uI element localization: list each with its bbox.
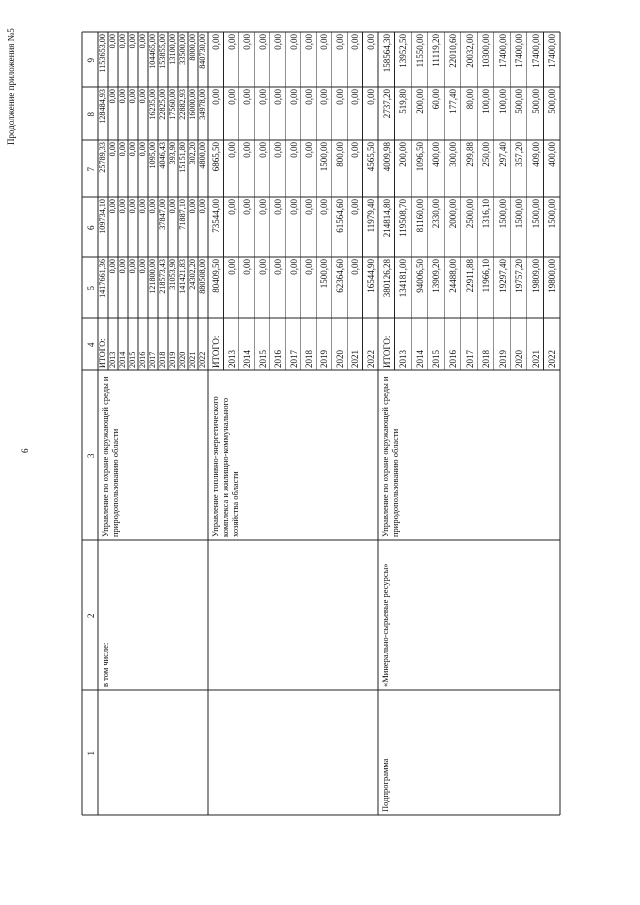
amount-cell: 8000,00 [187, 34, 197, 61]
subprogram-label: Подпрограмма [380, 758, 390, 812]
amount-cell: 20032,00 [464, 34, 475, 68]
amount-cell: 393,90 [167, 142, 177, 165]
amount-cell: 177,40 [447, 89, 458, 114]
year-cell: 2020 [334, 350, 345, 368]
amount-cell: 2737,20 [381, 89, 392, 119]
amount-cell: 0,00 [226, 142, 237, 158]
amount-cell: 0,00 [350, 89, 361, 105]
amount-cell: 0,00 [303, 142, 314, 158]
continuation-note: Продолжение приложения №5 [6, 28, 16, 145]
amount-cell: 0,00 [303, 34, 314, 50]
amount-cell: 0,00 [226, 89, 237, 105]
amount-cell: 0,00 [137, 259, 147, 274]
amount-cell: 0,00 [137, 199, 147, 214]
amount-cell: 4800,00 [197, 142, 207, 169]
amount-cell: 94006,50 [414, 259, 425, 293]
amount-cell: 17400,00 [547, 34, 558, 68]
year-cell: 2019 [319, 350, 330, 368]
amount-cell: 60,00 [431, 89, 442, 110]
year-cell: 2014 [414, 350, 425, 368]
column-number: 1 [86, 751, 96, 756]
year-cell: ИТОГО: [211, 335, 222, 368]
amount-cell: 80409,50 [211, 259, 222, 293]
amount-cell: 17400,00 [497, 34, 508, 68]
year-cell: 2022 [197, 351, 207, 368]
year-cell: 2017 [464, 350, 475, 368]
amount-cell: 1316,10 [481, 199, 492, 229]
amount-cell: 0,00 [350, 142, 361, 158]
amount-cell: 1096,50 [414, 142, 425, 172]
amount-cell: 6865,50 [211, 142, 222, 172]
amount-cell: 380126,28 [381, 259, 392, 298]
year-cell: 2021 [187, 351, 197, 368]
amount-cell: 0,00 [257, 34, 268, 50]
column-number: 7 [86, 167, 96, 172]
amount-cell: 19809,00 [530, 259, 541, 293]
column-number: 9 [86, 58, 96, 63]
amount-cell: 0,00 [117, 142, 127, 157]
amount-cell: 0,00 [107, 34, 117, 49]
row-label: в том числе: [100, 642, 110, 687]
amount-cell: 10300,00 [481, 34, 492, 68]
year-cell: 2016 [137, 351, 147, 368]
amount-cell: 250,00 [481, 142, 492, 167]
amount-cell: 62364,60 [334, 259, 345, 293]
amount-cell: 214814,80 [381, 199, 392, 238]
amount-cell: 0,00 [117, 89, 127, 104]
amount-cell: 200,00 [398, 142, 409, 167]
year-cell: 2016 [447, 350, 458, 368]
amount-cell: 2000,00 [447, 199, 458, 229]
amount-cell: 0,00 [226, 199, 237, 215]
amount-cell: 0,00 [273, 259, 284, 275]
year-cell: ИТОГО: [97, 338, 107, 368]
column-number: 6 [86, 225, 96, 230]
column-number: 5 [86, 286, 96, 291]
amount-cell: 4046,43 [157, 142, 167, 169]
column-number: 2 [86, 613, 96, 618]
amount-cell: 0,00 [117, 259, 127, 274]
amount-cell: 1500,00 [319, 142, 330, 172]
amount-cell: 24302,20 [187, 259, 197, 290]
amount-cell: 4565,50 [365, 142, 376, 172]
year-cell: 2022 [365, 350, 376, 368]
amount-cell: 153855,00 [157, 34, 167, 69]
amount-cell: 0,00 [273, 89, 284, 105]
year-cell: 2013 [107, 351, 117, 368]
amount-cell: 22911,88 [464, 259, 475, 293]
amount-cell: 100,00 [497, 89, 508, 114]
amount-cell: 17400,00 [530, 34, 541, 68]
amount-cell: 0,00 [127, 259, 137, 274]
amount-cell: 17560,00 [167, 89, 177, 120]
amount-cell: 0,00 [334, 34, 345, 50]
year-cell: 2016 [273, 350, 284, 368]
amount-cell: 1153653,00 [97, 34, 107, 73]
amount-cell: 0,00 [288, 34, 299, 50]
amount-cell: 31053,90 [167, 259, 177, 290]
amount-cell: 0,00 [197, 199, 207, 214]
amount-cell: 109734,10 [97, 199, 107, 234]
organization-name: Управление топливно-энергетического комплекса и жилищно-коммунального хозяйства области [210, 396, 240, 537]
year-cell: 2013 [226, 350, 237, 368]
amount-cell: 500,00 [530, 89, 541, 114]
amount-cell: 71887,10 [177, 199, 187, 230]
amount-cell: 0,00 [137, 142, 147, 157]
column-number: 4 [86, 342, 96, 347]
amount-cell: 297,40 [497, 142, 508, 167]
amount-cell: 22010,60 [447, 34, 458, 68]
amount-cell: 13909,20 [431, 259, 442, 293]
amount-cell: 0,00 [127, 34, 137, 49]
amount-cell: 73544,00 [211, 199, 222, 233]
amount-cell: 100,00 [481, 89, 492, 114]
amount-cell: 0,00 [127, 89, 137, 104]
amount-cell: 13100,00 [167, 34, 177, 65]
amount-cell: 1095,00 [147, 142, 157, 169]
year-cell: 2019 [167, 351, 177, 368]
amount-cell: 0,00 [107, 259, 117, 274]
amount-cell: 119508,70 [398, 199, 409, 237]
amount-cell: 104465,00 [147, 34, 157, 69]
amount-cell: 0,00 [137, 34, 147, 49]
page-number: 6 [20, 448, 30, 453]
amount-cell: 0,00 [319, 199, 330, 215]
year-cell: 2014 [117, 351, 127, 368]
amount-cell: 0,00 [117, 199, 127, 214]
amount-cell: 17400,00 [514, 34, 525, 68]
year-cell: 2018 [481, 350, 492, 368]
amount-cell: 300,00 [447, 142, 458, 167]
amount-cell: 2500,00 [464, 199, 475, 229]
amount-cell: 37847,00 [157, 199, 167, 230]
amount-cell: 880508,00 [197, 259, 207, 294]
amount-cell: 0,00 [211, 89, 222, 105]
amount-cell: 0,00 [242, 142, 253, 158]
amount-cell: 0,00 [147, 199, 157, 214]
amount-cell: 13952,50 [398, 34, 409, 68]
amount-cell: 0,00 [319, 34, 330, 50]
amount-cell: 0,00 [350, 199, 361, 215]
amount-cell: 0,00 [117, 34, 127, 49]
amount-cell: 0,00 [273, 199, 284, 215]
amount-cell: 19757,20 [514, 259, 525, 293]
year-cell: ИТОГО: [381, 335, 392, 368]
amount-cell: 1500,00 [497, 199, 508, 229]
amount-cell: 24488,00 [447, 259, 458, 293]
amount-cell: 11550,00 [414, 34, 425, 68]
amount-cell: 0,00 [273, 142, 284, 158]
amount-cell: 0,00 [303, 259, 314, 275]
year-cell: 2015 [127, 351, 137, 368]
amount-cell: 0,00 [365, 34, 376, 50]
amount-cell: 16235,00 [147, 89, 157, 120]
year-cell: 2020 [514, 350, 525, 368]
year-cell: 2017 [288, 350, 299, 368]
amount-cell: 0,00 [187, 199, 197, 214]
amount-cell: 61564,60 [334, 199, 345, 233]
amount-cell: 0,00 [257, 259, 268, 275]
year-cell: 2018 [303, 350, 314, 368]
amount-cell: 0,00 [107, 89, 117, 104]
amount-cell: 200,00 [414, 89, 425, 114]
amount-cell: 0,00 [288, 89, 299, 105]
year-cell: 2015 [431, 350, 442, 368]
year-cell: 2017 [147, 351, 157, 368]
amount-cell: 357,20 [514, 142, 525, 167]
amount-cell: 141421,83 [177, 259, 187, 294]
amount-cell: 218573,43 [157, 259, 167, 294]
amount-cell: 1500,00 [319, 259, 330, 289]
amount-cell: 1500,00 [514, 199, 525, 229]
amount-cell: 158564,30 [381, 34, 392, 73]
amount-cell: 80,00 [464, 89, 475, 110]
amount-cell: 0,00 [137, 89, 147, 104]
amount-cell: 500,00 [547, 89, 558, 114]
amount-cell: 2330,00 [431, 199, 442, 229]
amount-cell: 0,00 [242, 89, 253, 105]
amount-cell: 0,00 [226, 34, 237, 50]
amount-cell: 0,00 [127, 142, 137, 157]
amount-cell: 0,00 [226, 259, 237, 275]
year-cell: 2013 [398, 350, 409, 368]
amount-cell: 0,00 [350, 259, 361, 275]
year-cell: 2019 [497, 350, 508, 368]
amount-cell: 11966,10 [481, 259, 492, 293]
amount-cell: 409,00 [530, 142, 541, 167]
amount-cell: 0,00 [319, 89, 330, 105]
amount-cell: 11119,20 [431, 34, 442, 67]
amount-cell: 0,00 [107, 199, 117, 214]
year-cell: 2021 [530, 350, 541, 368]
amount-cell: 0,00 [107, 142, 117, 157]
amount-cell: 4009,98 [381, 142, 392, 172]
amount-cell: 16000,00 [187, 89, 197, 120]
amount-cell: 121800,00 [147, 259, 157, 294]
organization-name: Управление по охране окружающей среды и природопользованию области [380, 376, 400, 537]
amount-cell: 22882,93 [177, 89, 187, 120]
amount-cell: 0,00 [288, 199, 299, 215]
amount-cell: 0,00 [211, 34, 222, 50]
amount-cell: 0,00 [242, 259, 253, 275]
amount-cell: 15151,80 [177, 142, 187, 173]
amount-cell: 25789,33 [97, 142, 107, 173]
amount-cell: 0,00 [303, 89, 314, 105]
amount-cell: 34978,00 [197, 89, 207, 120]
amount-cell: 134181,00 [398, 259, 409, 298]
amount-cell: 0,00 [288, 142, 299, 158]
amount-cell: 128484,93 [97, 89, 107, 124]
organization-name: Управление по охране окружающей среды и природопользованию области [100, 376, 120, 537]
amount-cell: 1417661,36 [97, 259, 107, 298]
amount-cell: 0,00 [167, 199, 177, 214]
amount-cell: 0,00 [242, 34, 253, 50]
amount-cell: 0,00 [365, 89, 376, 105]
amount-cell: 0,00 [257, 142, 268, 158]
amount-cell: 400,00 [431, 142, 442, 167]
amount-cell: 0,00 [288, 259, 299, 275]
amount-cell: 0,00 [257, 199, 268, 215]
amount-cell: 19800,00 [547, 259, 558, 293]
amount-cell: 0,00 [257, 89, 268, 105]
year-cell: 2014 [242, 350, 253, 368]
amount-cell: 11979,40 [365, 199, 376, 233]
year-cell: 2022 [547, 350, 558, 368]
column-number: 8 [86, 112, 96, 117]
amount-cell: 302,20 [187, 142, 197, 165]
year-cell: 2015 [257, 350, 268, 368]
amount-cell: 0,00 [334, 89, 345, 105]
amount-cell: 1500,00 [547, 199, 558, 229]
column-number: 3 [86, 453, 96, 458]
amount-cell: 400,00 [547, 142, 558, 167]
amount-cell: 500,00 [514, 89, 525, 114]
amount-cell: 81160,00 [414, 199, 425, 233]
amount-cell: 299,88 [464, 142, 475, 167]
amount-cell: 16544,90 [365, 259, 376, 293]
amount-cell: 840730,00 [197, 34, 207, 69]
year-cell: 2018 [157, 351, 167, 368]
amount-cell: 0,00 [350, 34, 361, 50]
amount-cell: 800,00 [334, 142, 345, 167]
amount-cell: 1500,00 [530, 199, 541, 229]
year-cell: 2020 [177, 351, 187, 368]
amount-cell: 19297,40 [497, 259, 508, 293]
amount-cell: 0,00 [242, 199, 253, 215]
row-label: «Минерально-сырьевые ресурсы» [380, 563, 390, 687]
amount-cell: 22825,00 [157, 89, 167, 120]
amount-cell: 519,80 [398, 89, 409, 114]
year-cell: 2021 [350, 350, 361, 368]
amount-cell: 0,00 [303, 199, 314, 215]
amount-cell: 0,00 [273, 34, 284, 50]
amount-cell: 33500,00 [177, 34, 187, 65]
amount-cell: 0,00 [127, 199, 137, 214]
